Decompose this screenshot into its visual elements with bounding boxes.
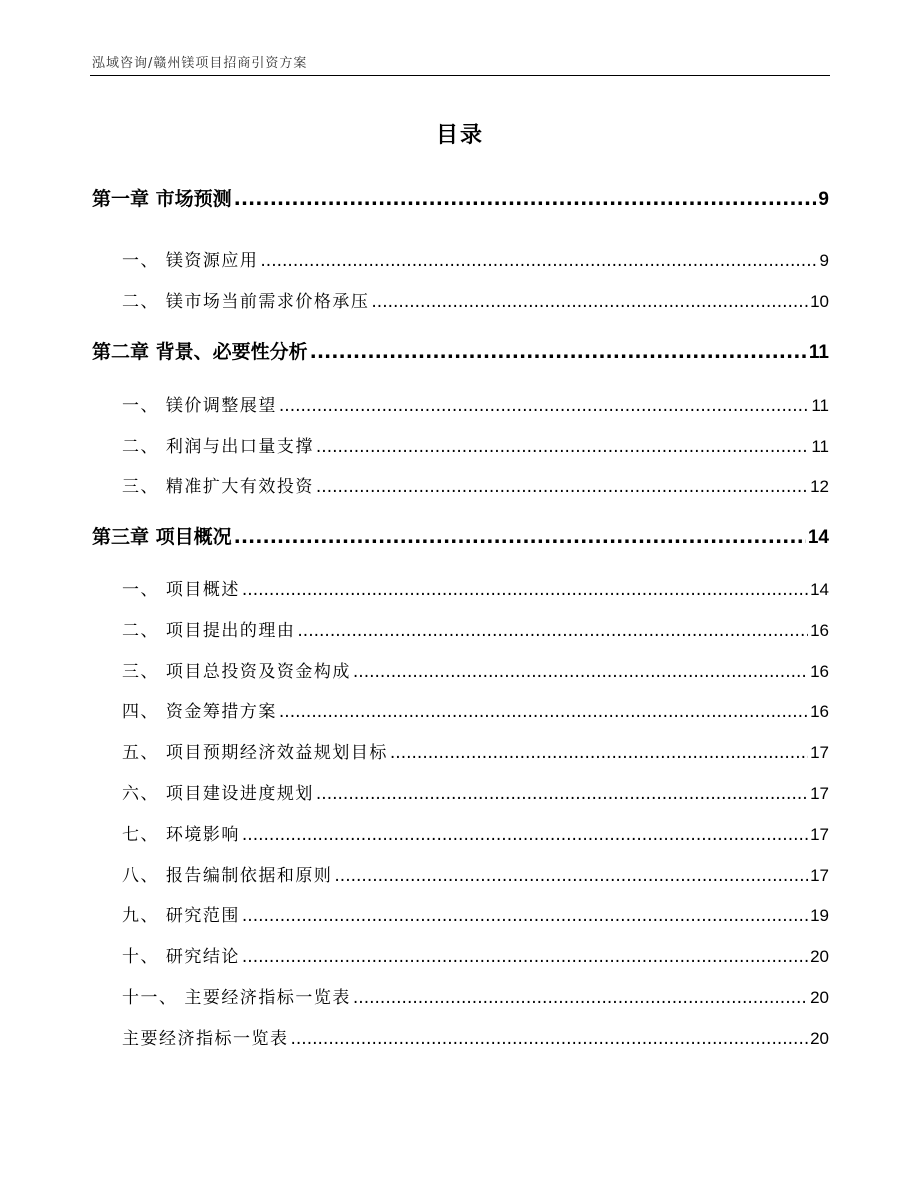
leader-dots xyxy=(353,662,808,682)
toc-page-number: 9 xyxy=(819,251,829,270)
toc-page-number: 14 xyxy=(807,527,829,548)
leader-dots xyxy=(242,906,808,926)
toc-entry-label: 四、 资金筹措方案 xyxy=(122,702,277,722)
toc-entry-label: 第二章 背景、必要性分析 xyxy=(92,341,308,363)
toc-section[interactable] xyxy=(122,391,829,416)
toc-entry-label: 九、 研究范围 xyxy=(122,906,240,926)
toc-page-number: 20 xyxy=(810,947,829,966)
toc-page-number: 17 xyxy=(810,825,829,844)
toc-entry-label: 二、 利润与出口量支撑 xyxy=(122,437,314,457)
header-divider xyxy=(90,75,830,76)
toc-page-number: 9 xyxy=(818,189,829,210)
toc-page-number: 20 xyxy=(810,988,829,1007)
leader-dots xyxy=(334,866,808,886)
toc-page-number: 16 xyxy=(810,662,829,681)
toc-title: 目录 xyxy=(435,123,484,148)
leader-dots xyxy=(390,743,808,763)
toc-section[interactable] xyxy=(122,616,829,641)
leader-dots xyxy=(316,437,809,457)
leader-dots xyxy=(310,341,807,363)
toc-entry-label: 三、 项目总投资及资金构成 xyxy=(122,662,351,682)
toc-section[interactable] xyxy=(122,738,829,763)
toc-page-number: 12 xyxy=(810,477,829,496)
leader-dots xyxy=(316,784,808,804)
leader-dots xyxy=(242,825,808,845)
toc-entry-label: 十一、 主要经济指标一览表 xyxy=(122,988,351,1008)
toc-page-number: 20 xyxy=(810,1029,829,1048)
toc-page-number: 11 xyxy=(808,342,829,363)
leader-dots xyxy=(371,292,808,312)
toc-section[interactable] xyxy=(122,861,829,886)
leader-dots xyxy=(353,988,808,1008)
toc-page-number: 16 xyxy=(810,702,829,721)
leader-dots xyxy=(291,1029,809,1049)
toc-page-number: 19 xyxy=(810,906,829,925)
toc-entry-label: 一、 镁价调整展望 xyxy=(122,396,277,416)
leader-dots xyxy=(260,251,817,271)
leader-dots xyxy=(316,477,808,497)
toc-page-number: 11 xyxy=(811,396,829,415)
toc-chapter-1[interactable] xyxy=(92,184,829,211)
leader-dots xyxy=(279,702,808,722)
toc-entry-label: 二、 镁市场当前需求价格承压 xyxy=(122,292,370,312)
toc-page-number: 14 xyxy=(810,580,829,599)
toc-entry-label: 六、 项目建设进度规划 xyxy=(122,784,314,804)
toc-entry-label: 第一章 市场预测 xyxy=(92,188,232,210)
toc-section[interactable] xyxy=(122,779,829,804)
leader-dots xyxy=(242,580,808,600)
toc-section[interactable] xyxy=(122,287,829,312)
toc-page-number: 17 xyxy=(810,866,829,885)
leader-dots xyxy=(234,188,817,210)
toc-entry-label: 三、 精准扩大有效投资 xyxy=(122,477,314,497)
toc-section[interactable] xyxy=(122,1024,829,1049)
toc-section[interactable] xyxy=(122,983,829,1008)
toc-section[interactable] xyxy=(122,697,829,722)
toc-page-number: 16 xyxy=(810,621,829,640)
leader-dots xyxy=(297,621,808,641)
toc-section[interactable] xyxy=(122,432,829,457)
toc-entry-label: 一、 项目概述 xyxy=(122,580,240,600)
toc-page-number: 11 xyxy=(811,437,829,456)
toc-section[interactable] xyxy=(122,820,829,845)
toc-entry-label: 五、 项目预期经济效益规划目标 xyxy=(122,743,388,763)
toc-page-number: 17 xyxy=(810,784,829,803)
leader-dots xyxy=(242,947,808,967)
toc-page-number: 10 xyxy=(810,292,829,311)
toc-section[interactable] xyxy=(122,901,829,926)
toc-section[interactable] xyxy=(122,657,829,682)
toc-chapter-2[interactable] xyxy=(92,337,829,364)
toc-section[interactable] xyxy=(122,575,829,600)
toc-entry-label: 第三章 项目概况 xyxy=(92,526,232,548)
toc-section[interactable] xyxy=(122,942,829,967)
toc-chapter-3[interactable] xyxy=(92,522,829,549)
toc-entry-label: 二、 项目提出的理由 xyxy=(122,621,296,641)
toc-entry-label: 主要经济指标一览表 xyxy=(122,1029,289,1049)
toc-section[interactable] xyxy=(122,246,829,271)
toc-entry-label: 十、 研究结论 xyxy=(122,947,240,967)
toc-page-number: 17 xyxy=(810,743,829,762)
toc-entry-label: 八、 报告编制依据和原则 xyxy=(122,866,333,886)
toc-entry-label: 七、 环境影响 xyxy=(122,825,240,845)
toc-entry-label: 一、 镁资源应用 xyxy=(122,251,259,271)
running-header: 泓域咨询/赣州镁项目招商引资方案 xyxy=(92,56,308,71)
leader-dots xyxy=(234,526,806,548)
toc-section[interactable] xyxy=(122,472,829,497)
leader-dots xyxy=(279,396,809,416)
